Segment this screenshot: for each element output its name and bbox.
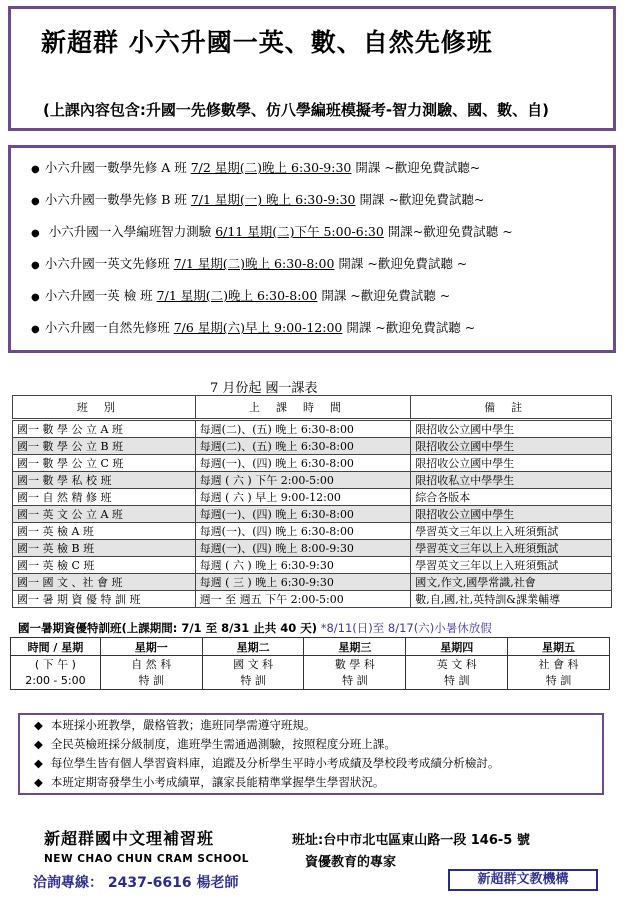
contact-phone: 洽詢專線： 2437-6616 楊老師 bbox=[33, 875, 239, 891]
class-cell: 國一 自 然 精 修 班 bbox=[13, 489, 196, 506]
time-cell: 每週(一)、(四) 晚上 6:30-8:00 bbox=[195, 506, 411, 523]
bullet-icon: ● bbox=[31, 196, 40, 207]
class-cell: 國一 英 檢 B 班 bbox=[13, 540, 196, 557]
rule-item: ◆ 每位學生皆有個人學習資料庫，追蹤及分析學生平時小考成績及學校段考成績分析檢討。 bbox=[34, 756, 500, 770]
class-cell: 國一 數 學 公 立 B 班 bbox=[13, 438, 196, 455]
class-cell: 國一 數 學 公 立 A 班 bbox=[13, 420, 196, 438]
rule-item: ◆ 本班採小班教學，嚴格管教；進班同學需遵守班規。 bbox=[34, 718, 316, 732]
time-cell: 每週 ( 六 ) 下午 2:00-5:00 bbox=[195, 472, 411, 489]
organization-badge: 新超群文教機構 bbox=[448, 869, 598, 891]
class-cell: 國一 數 學 私 校 班 bbox=[13, 472, 196, 489]
time-cell: 每週(一)、(四) 晚上 8:00-9:30 bbox=[195, 540, 411, 557]
schedule-title: 7 月份起 國一課表 bbox=[210, 381, 318, 396]
class-cell: 國一 暑 期 資 優 特 訓 班 bbox=[13, 591, 196, 608]
course-item: ● 小六升國一英 檢 班 7/1 星期(二)晚上 6:30-8:00 開課 ~歡迎免費試聽 ~ bbox=[31, 288, 451, 303]
course-item: ● 小六升國一自然先修班 7/6 星期(六)早上 9:00-12:00 開課 ~歡迎免費試聽 ~ bbox=[31, 320, 476, 335]
time-cell: 每週(一)、(四) 晚上 6:30-8:00 bbox=[195, 523, 411, 540]
bullet-icon: ● bbox=[31, 292, 40, 303]
summer-subject-cell: 英 文 科 特 訓 bbox=[406, 656, 508, 690]
bullet-icon: ● bbox=[31, 228, 40, 239]
note-cell: 學習英文三年以上入班須甄試 bbox=[411, 540, 612, 557]
time-cell: 每週(二)、(五) 晚上 6:30-8:00 bbox=[195, 420, 411, 438]
header-note: 備註 bbox=[411, 396, 612, 420]
note-cell: 綜合各版本 bbox=[411, 489, 612, 506]
school-english-name: NEW CHAO CHUN CRAM SCHOOL bbox=[44, 853, 249, 865]
course-item: ● 小六升國一數學先修 A 班 7/2 星期(二)晚上 6:30-9:30 開課 ~歡迎免費試聽~ bbox=[31, 160, 481, 175]
summer-subject-cell: 社 會 科 特 訓 bbox=[508, 656, 610, 690]
schedule-row bbox=[13, 574, 612, 591]
class-cell: 國一 英 檢 A 班 bbox=[13, 523, 196, 540]
time-cell: 每週(一)、(四) 晚上 6:30-8:00 bbox=[195, 455, 411, 472]
course-item: ● 小六升國一數學先修 B 班 7/1 星期(一) 晚上 6:30-9:30 開課 ~歡迎免費試聽~ bbox=[31, 192, 485, 207]
class-cell: 國一 英 檢 C 班 bbox=[13, 557, 196, 574]
title-box bbox=[8, 6, 616, 131]
class-cell: 國一 國 文 、社 會 班 bbox=[13, 574, 196, 591]
schedule-row bbox=[13, 438, 612, 455]
summer-subject-cell: 數 學 科 特 訓 bbox=[304, 656, 406, 690]
schedule-row bbox=[13, 591, 612, 608]
schedule-row bbox=[13, 455, 612, 472]
summer-header: 時間 / 星期 bbox=[11, 638, 101, 656]
class-cell: 國一 英 文 公 立 A 班 bbox=[13, 506, 196, 523]
course-item: ● 小六升國一入學編班智力測驗 6/11 星期(二)下午 5:00-6:30 開課~歡迎免費試聽 ~ bbox=[31, 224, 513, 239]
schedule-row bbox=[13, 489, 612, 506]
summer-holiday-note: *8/11(日)至 8/17(六)小暑休放假 bbox=[317, 621, 492, 635]
rules-box bbox=[18, 713, 604, 795]
note-cell: 數,自,國,社,英特訓&課業輔導 bbox=[411, 591, 612, 608]
school-name: 新超群國中文理補習班 bbox=[44, 829, 215, 848]
schedule-row bbox=[13, 540, 612, 557]
note-cell: 國文,作文,國學常識,社會 bbox=[411, 574, 612, 591]
schedule-header-row bbox=[13, 396, 612, 420]
schedule-row bbox=[13, 523, 612, 540]
bullet-icon: ● bbox=[31, 260, 40, 271]
note-cell: 限招收公立國中學生 bbox=[411, 455, 612, 472]
time-cell: 每週 ( 六 ) 早上 9:00-12:00 bbox=[195, 489, 411, 506]
school-address: 班址:台中市北屯區東山路一段 146-5 號 bbox=[292, 833, 530, 848]
summer-header: 星期一 bbox=[100, 638, 202, 656]
bullet-icon: ● bbox=[31, 164, 40, 175]
summer-header: 星期五 bbox=[508, 638, 610, 656]
summer-header: 星期三 bbox=[304, 638, 406, 656]
diamond-icon: ◆ bbox=[34, 737, 43, 751]
rule-item: ◆ 全民英檢班採分級制度，進班學生需通過測驗，按照程度分班上課。 bbox=[34, 737, 396, 751]
schedule-table bbox=[12, 395, 612, 608]
slogan: 資優教育的專家 bbox=[305, 855, 397, 870]
schedule-row bbox=[13, 557, 612, 574]
header-class: 班別 bbox=[13, 396, 196, 420]
schedule-row bbox=[13, 420, 612, 438]
note-cell: 限招收私立中學學生 bbox=[411, 472, 612, 489]
summer-header: 星期二 bbox=[202, 638, 304, 656]
summer-subject-cell: 國 文 科 特 訓 bbox=[202, 656, 304, 690]
time-cell: 每週 ( 六 ) 晚上 6:30-9:30 bbox=[195, 557, 411, 574]
course-list bbox=[8, 145, 616, 353]
page-title: 新超群 小六升國一英、數、自然先修班 bbox=[41, 28, 493, 57]
bullet-icon: ● bbox=[31, 324, 40, 335]
class-cell: 國一 數 學 公 立 C 班 bbox=[13, 455, 196, 472]
diamond-icon: ◆ bbox=[34, 775, 43, 789]
diamond-icon: ◆ bbox=[34, 718, 43, 732]
note-cell: 學習英文三年以上入班須甄試 bbox=[411, 523, 612, 540]
page-subtitle: (上課內容包含:升國一先修數學、仿八學編班模擬考-智力測驗、國、數、自) bbox=[43, 101, 549, 119]
time-cell: 每週(二)、(五) 晚上 6:30-8:00 bbox=[195, 438, 411, 455]
schedule-row bbox=[13, 506, 612, 523]
rule-item: ◆ 本班定期寄發學生小考成績單，讓家長能精準掌握學生學習狀況。 bbox=[34, 775, 385, 789]
schedule-row bbox=[13, 472, 612, 489]
note-cell: 限招收公立國中學生 bbox=[411, 506, 612, 523]
time-cell: 週一 至 週五 下午 2:00-5:00 bbox=[195, 591, 411, 608]
course-item: ● 小六升國一英文先修班 7/1 星期(二)晚上 6:30-8:00 開課 ~歡迎免費試聽 ~ bbox=[31, 256, 468, 271]
summer-header-row bbox=[11, 638, 610, 656]
time-cell: 每週 ( 三 ) 晚上 6:30-9:30 bbox=[195, 574, 411, 591]
header-time: 上課時間 bbox=[195, 396, 411, 420]
note-cell: 限招收公立國中學生 bbox=[411, 420, 612, 438]
summer-row bbox=[11, 656, 610, 690]
summer-title: 國一暑期資優特訓班(上課期間: 7/1 至 8/31 止共 40 天) *8/11(日)至 8/17(六)小暑休放假 bbox=[18, 621, 492, 635]
summer-subject-cell: 自 然 科 特 訓 bbox=[100, 656, 202, 690]
summer-time-cell: ( 下 午 ) 2:00 - 5:00 bbox=[11, 656, 101, 690]
summer-header: 星期四 bbox=[406, 638, 508, 656]
note-cell: 限招收公立國中學生 bbox=[411, 438, 612, 455]
diamond-icon: ◆ bbox=[34, 756, 43, 770]
summer-table bbox=[10, 637, 610, 690]
note-cell: 學習英文三年以上入班須甄試 bbox=[411, 557, 612, 574]
